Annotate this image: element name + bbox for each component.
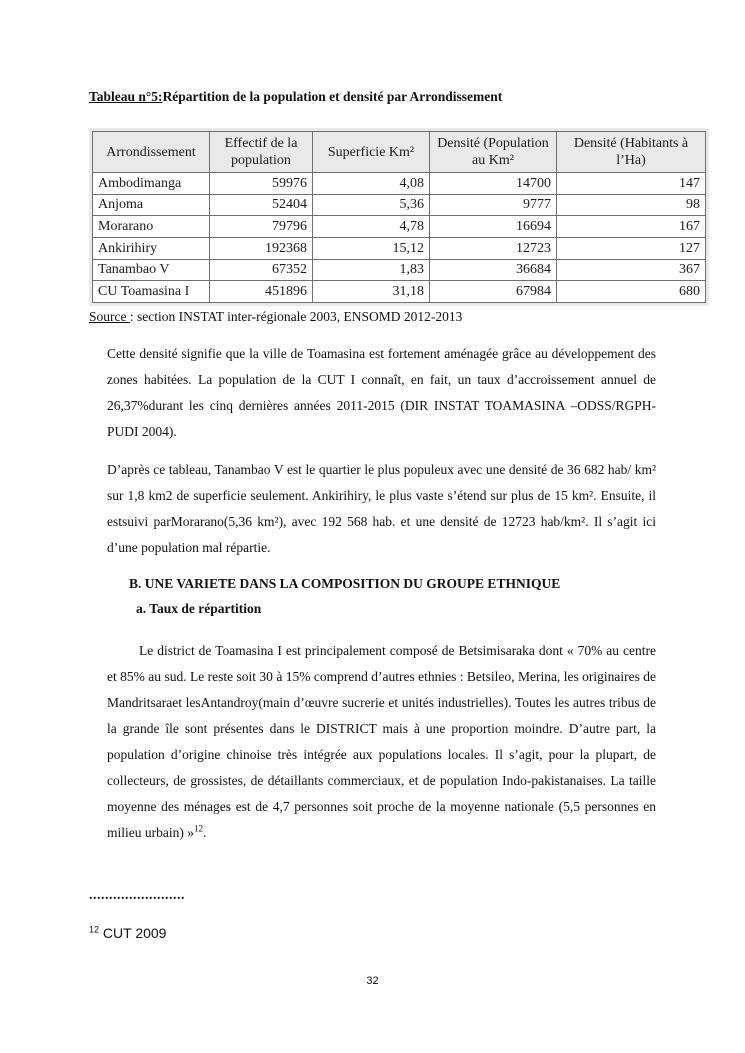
paragraph-analysis: D’après ce tableau, Tanambao V est le quartier le plus populeux avec une densité de 36 682 hab/ km² sur 1,8 km2 de superficie seulement. Ankirihiry, le plus vaste s’étend sur plus de 15 km². Ensuite, il estsuivi parMorarano(5,36 km²), avec 192 568 hab. et une densité de 12723 hab/km². Il s’agit ici d’une population mal répartie. <box>107 462 656 555</box>
footnote-separator: ........................ <box>89 888 185 903</box>
cell-superficie: 5,36 <box>313 194 430 216</box>
cell-superficie: 4,08 <box>313 173 430 195</box>
cell-densite-ha: 147 <box>557 173 706 195</box>
cell-densite-km2: 12723 <box>430 237 557 259</box>
cell-densite-km2: 9777 <box>430 194 557 216</box>
cell-effectif: 79796 <box>210 216 313 238</box>
cell-densite-km2: 16694 <box>430 216 557 238</box>
footnote-text: CUT 2009 <box>99 925 167 941</box>
cell-densite-km2: 67984 <box>430 281 557 303</box>
table-row <box>93 281 706 303</box>
table-caption-text: Répartition de la population et densité par Arrondissement <box>162 89 503 104</box>
paragraph-ethnic <box>107 638 656 846</box>
cell-densite-km2: 36684 <box>430 259 557 281</box>
cell-arrondissement: Anjoma <box>93 194 210 216</box>
header-densite-ha: Densité (Habitants à l’Ha) <box>557 132 706 173</box>
cell-densite-ha: 167 <box>557 216 706 238</box>
cell-effectif: 67352 <box>210 259 313 281</box>
cell-effectif: 451896 <box>210 281 313 303</box>
paragraph-ethnic-end: . <box>202 825 207 840</box>
section-heading-b: B. UNE VARIETE DANS LA COMPOSITION DU GROUPE ETHNIQUE <box>129 576 561 591</box>
paragraph-density: Cette densité signifie que la ville de Toamasina est fortement aménagée grâce au développement des zones habitées. La population de la CUT I connaît, en fait, un taux d’accroissement annuel de 26,37%durant les cinq dernières années 2011-2015 (DIR INSTAT TOAMASINA –ODSS/RGPH- PUDI 2004). <box>107 346 656 439</box>
table-row <box>93 194 706 216</box>
header-arrondissement: Arrondissement <box>93 132 210 173</box>
table-row <box>93 259 706 281</box>
source-text: : section INSTAT inter-régionale 2003, ENSOMD 2012-2013 <box>129 309 463 324</box>
cell-effectif: 192368 <box>210 237 313 259</box>
cell-superficie: 31,18 <box>313 281 430 303</box>
paragraph-ethnic-text: Le district de Toamasina I est principalement composé de Betsimisaraka dont « 70% au centre et 85% au sud. Le reste soit 30 à 15% comprend d’autres ethnies : Betsileo, Merina, les originaires de Mandritsaraet lesAntandroy(main d’œuvre sucrerie et unités industrielles). Toutes les autres tribus de la grande île sont présentes dans le DISTRICT mais à une proportion moindre. D’autre part, la population d’origine chinoise très intégrée aux populations locales. Il s’agit, pour la plupart, de collecteurs, de grossistes, de détaillants commerciaux, et de population Indo-pakistanaises. La taille moyenne des ménages est de 4,7 personnes soit proche de la moyenne nationale (5,5 personnes en milieu urbain) » <box>107 643 656 840</box>
header-superficie: Superficie Km² <box>313 132 430 173</box>
table-row <box>93 237 706 259</box>
cell-superficie: 4,78 <box>313 216 430 238</box>
cell-densite-ha: 98 <box>557 194 706 216</box>
cell-arrondissement: Ankirihiry <box>93 237 210 259</box>
table-row <box>93 216 706 238</box>
source-label: Source <box>89 309 130 324</box>
table-row <box>93 173 706 195</box>
cell-superficie: 15,12 <box>313 237 430 259</box>
page-number: 32 <box>366 975 379 987</box>
cell-effectif: 59976 <box>210 173 313 195</box>
cell-densite-ha: 127 <box>557 237 706 259</box>
cell-densite-ha: 367 <box>557 259 706 281</box>
cell-densite-km2: 14700 <box>430 173 557 195</box>
table-caption <box>89 89 502 105</box>
cell-arrondissement: Ambodimanga <box>93 173 210 195</box>
cell-effectif: 52404 <box>210 194 313 216</box>
population-table <box>92 131 706 303</box>
footnote <box>89 925 166 941</box>
header-effectif: Effectif de la population <box>210 132 313 173</box>
cell-arrondissement: CU Toamasina I <box>93 281 210 303</box>
table-source <box>89 309 462 325</box>
header-densite-km2: Densité (Population au Km² <box>430 132 557 173</box>
cell-superficie: 1,83 <box>313 259 430 281</box>
footnote-ref: 12 <box>193 823 203 834</box>
footnote-number: 12 <box>89 924 100 935</box>
cell-densite-ha: 680 <box>557 281 706 303</box>
cell-arrondissement: Morarano <box>93 216 210 238</box>
table-caption-label: Tableau n°5: <box>89 89 163 104</box>
population-table-image <box>89 128 709 306</box>
table-header-row <box>93 132 706 173</box>
subsection-heading-a: a. Taux de répartition <box>136 601 262 616</box>
cell-arrondissement: Tanambao V <box>93 259 210 281</box>
